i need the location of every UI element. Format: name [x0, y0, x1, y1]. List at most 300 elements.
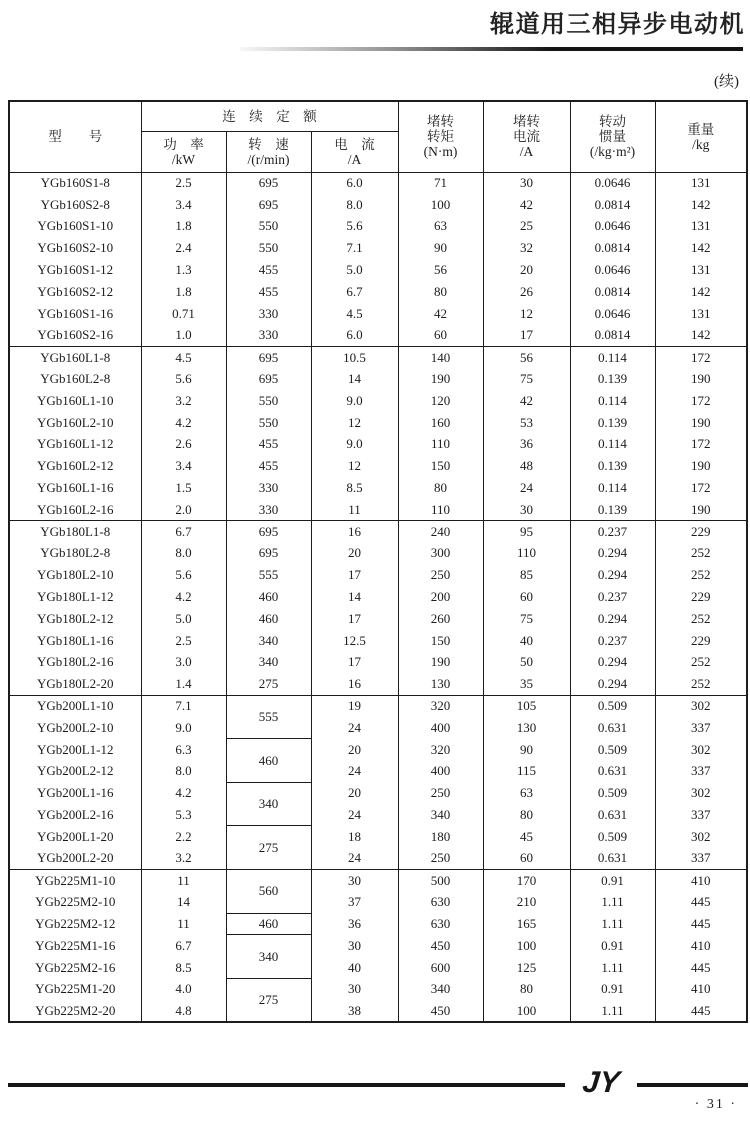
header-row-1: [9, 101, 747, 131]
table-row: [9, 237, 747, 259]
cell-model: YGb160L1-8: [9, 346, 141, 368]
cell-weight: 190: [655, 368, 747, 390]
cell-locked-torque: 250: [398, 848, 483, 870]
cell-locked-torque: 140: [398, 346, 483, 368]
page-title: 辊道用三相异步电动机: [490, 11, 745, 38]
cell-model: YGb200L2-12: [9, 761, 141, 783]
cell-power: 0.71: [141, 303, 226, 325]
table-group: [9, 870, 747, 1023]
cell-locked-torque: 42: [398, 303, 483, 325]
cell-model: YGb225M2-16: [9, 957, 141, 979]
cell-power: 3.4: [141, 194, 226, 216]
cell-model: YGb180L2-10: [9, 564, 141, 586]
cell-model: YGb225M1-10: [9, 870, 141, 892]
cell-locked-current: 80: [483, 804, 570, 826]
cell-inertia: 1.11: [570, 913, 655, 935]
table-row: [9, 673, 747, 695]
col-header-weight: [655, 101, 747, 172]
cell-power: 2.0: [141, 499, 226, 521]
cell-power: 5.0: [141, 608, 226, 630]
cell-current: 38: [311, 1000, 398, 1022]
cell-locked-torque: 80: [398, 477, 483, 499]
cell-inertia: 0.631: [570, 761, 655, 783]
cell-weight: 190: [655, 412, 747, 434]
cell-model: YGb180L2-20: [9, 673, 141, 695]
cell-power: 4.2: [141, 782, 226, 804]
cell-speed: 455: [226, 259, 311, 281]
cell-weight: 142: [655, 281, 747, 303]
cell-weight: 131: [655, 216, 747, 238]
cell-locked-torque: 190: [398, 368, 483, 390]
table-row: [9, 891, 747, 913]
cell-locked-current: 63: [483, 782, 570, 804]
cell-current: 40: [311, 957, 398, 979]
cell-locked-current: 110: [483, 543, 570, 565]
cell-inertia: 1.11: [570, 891, 655, 913]
table-row: [9, 935, 747, 957]
cell-locked-torque: 110: [398, 499, 483, 521]
cell-inertia: 0.139: [570, 455, 655, 477]
cell-weight: 252: [655, 608, 747, 630]
cell-model: YGb225M2-10: [9, 891, 141, 913]
cell-locked-torque: 260: [398, 608, 483, 630]
cell-current: 30: [311, 935, 398, 957]
cell-current: 20: [311, 543, 398, 565]
cell-power: 1.8: [141, 216, 226, 238]
cell-speed: 455: [226, 434, 311, 456]
cell-model: YGb225M2-12: [9, 913, 141, 935]
cell-locked-current: 60: [483, 848, 570, 870]
cell-inertia: 0.91: [570, 870, 655, 892]
table-group: [9, 521, 747, 695]
cell-current: 12.5: [311, 630, 398, 652]
cell-locked-current: 36: [483, 434, 570, 456]
cell-power: 5.3: [141, 804, 226, 826]
cell-locked-torque: 250: [398, 782, 483, 804]
header-line: /kg: [692, 136, 710, 152]
cell-locked-current: 42: [483, 390, 570, 412]
cell-model: YGb225M1-20: [9, 978, 141, 1000]
cell-power: 6.7: [141, 935, 226, 957]
cell-current: 6.0: [311, 325, 398, 347]
cell-locked-torque: 130: [398, 673, 483, 695]
cell-model: YGb160L1-10: [9, 390, 141, 412]
cell-inertia: 0.294: [570, 564, 655, 586]
col-header-speed: [226, 131, 311, 172]
cell-model: YGb200L2-10: [9, 717, 141, 739]
table-row: [9, 608, 747, 630]
cell-weight: 252: [655, 652, 747, 674]
cell-speed: 275: [226, 978, 311, 1022]
cell-inertia: 0.114: [570, 346, 655, 368]
table-row: [9, 434, 747, 456]
cell-weight: 229: [655, 521, 747, 543]
cell-inertia: 0.0814: [570, 237, 655, 259]
cell-inertia: 0.237: [570, 521, 655, 543]
cell-current: 6.7: [311, 281, 398, 303]
cell-locked-current: 85: [483, 564, 570, 586]
cell-locked-current: 32: [483, 237, 570, 259]
cell-weight: 445: [655, 1000, 747, 1022]
cell-locked-current: 35: [483, 673, 570, 695]
cell-current: 20: [311, 782, 398, 804]
cell-locked-current: 42: [483, 194, 570, 216]
cell-locked-current: 30: [483, 499, 570, 521]
cell-locked-torque: 71: [398, 172, 483, 194]
cell-inertia: 0.91: [570, 978, 655, 1000]
cell-speed: 340: [226, 652, 311, 674]
cell-locked-current: 75: [483, 608, 570, 630]
cell-inertia: 1.11: [570, 1000, 655, 1022]
cell-power: 1.4: [141, 673, 226, 695]
cell-weight: 337: [655, 761, 747, 783]
cell-locked-torque: 160: [398, 412, 483, 434]
cell-locked-current: 125: [483, 957, 570, 979]
header-line: 惯量: [599, 129, 627, 145]
cell-power: 4.2: [141, 412, 226, 434]
cell-locked-torque: 90: [398, 237, 483, 259]
cell-locked-current: 130: [483, 717, 570, 739]
cell-locked-current: 90: [483, 739, 570, 761]
table-row: [9, 586, 747, 608]
footer-rule-left: [8, 1083, 565, 1087]
cell-model: YGb180L1-8: [9, 521, 141, 543]
cell-locked-current: 48: [483, 455, 570, 477]
cell-speed: 550: [226, 237, 311, 259]
cell-power: 2.5: [141, 630, 226, 652]
cell-current: 30: [311, 978, 398, 1000]
cell-current: 14: [311, 586, 398, 608]
cell-model: YGb160S1-10: [9, 216, 141, 238]
cell-weight: 445: [655, 913, 747, 935]
cell-speed: 275: [226, 826, 311, 870]
table-row: [9, 303, 747, 325]
cell-current: 16: [311, 673, 398, 695]
cell-current: 8.0: [311, 194, 398, 216]
cell-inertia: 0.631: [570, 717, 655, 739]
table-row: [9, 978, 747, 1000]
cell-model: YGb160L2-8: [9, 368, 141, 390]
cell-speed: 555: [226, 564, 311, 586]
cell-model: YGb180L2-8: [9, 543, 141, 565]
cell-speed: 455: [226, 455, 311, 477]
header-line: 功 率: [163, 136, 204, 152]
header-line: /(r/min): [247, 151, 290, 167]
cell-locked-current: 50: [483, 652, 570, 674]
cell-power: 6.7: [141, 521, 226, 543]
cell-weight: 142: [655, 325, 747, 347]
cell-weight: 229: [655, 586, 747, 608]
cell-model: YGb160S1-12: [9, 259, 141, 281]
cell-locked-torque: 400: [398, 717, 483, 739]
cell-current: 17: [311, 564, 398, 586]
cell-power: 11: [141, 913, 226, 935]
cell-power: 2.5: [141, 172, 226, 194]
cell-weight: 252: [655, 543, 747, 565]
cell-inertia: 0.114: [570, 390, 655, 412]
cell-model: YGb200L2-20: [9, 848, 141, 870]
cell-locked-current: 95: [483, 521, 570, 543]
cell-power: 1.8: [141, 281, 226, 303]
cell-current: 8.5: [311, 477, 398, 499]
table-row: [9, 761, 747, 783]
cell-current: 36: [311, 913, 398, 935]
cell-locked-current: 30: [483, 172, 570, 194]
cell-locked-current: 100: [483, 935, 570, 957]
cell-locked-current: 20: [483, 259, 570, 281]
cell-weight: 252: [655, 673, 747, 695]
cell-locked-torque: 500: [398, 870, 483, 892]
cell-locked-current: 210: [483, 891, 570, 913]
cell-speed: 550: [226, 390, 311, 412]
cell-locked-current: 56: [483, 346, 570, 368]
cell-weight: 302: [655, 826, 747, 848]
cell-model: YGb200L2-16: [9, 804, 141, 826]
table-row: [9, 499, 747, 521]
cell-power: 7.1: [141, 695, 226, 717]
cell-model: YGb200L1-10: [9, 695, 141, 717]
cell-current: 14: [311, 368, 398, 390]
header-line: (/kg·m²): [589, 144, 636, 160]
cell-speed: 340: [226, 935, 311, 979]
cell-locked-current: 100: [483, 1000, 570, 1022]
cell-inertia: 0.91: [570, 935, 655, 957]
cell-model: YGb180L2-12: [9, 608, 141, 630]
cell-inertia: 0.509: [570, 739, 655, 761]
header-line: /A: [519, 144, 534, 160]
cell-power: 3.2: [141, 848, 226, 870]
cell-power: 4.8: [141, 1000, 226, 1022]
cell-speed: 330: [226, 325, 311, 347]
col-header-locked-torque: [398, 101, 483, 172]
cell-weight: 337: [655, 804, 747, 826]
cell-current: 17: [311, 608, 398, 630]
cell-inertia: 0.0814: [570, 194, 655, 216]
cell-power: 6.3: [141, 739, 226, 761]
cell-weight: 337: [655, 848, 747, 870]
header-line: (N·m): [423, 144, 458, 160]
cell-weight: 172: [655, 346, 747, 368]
cell-locked-torque: 630: [398, 913, 483, 935]
cell-power: 3.2: [141, 390, 226, 412]
table-row: [9, 782, 747, 804]
cell-speed: 330: [226, 303, 311, 325]
cell-speed: 460: [226, 913, 311, 935]
header-line: /A: [347, 151, 362, 167]
cell-inertia: 0.114: [570, 434, 655, 456]
cell-power: 5.6: [141, 368, 226, 390]
cell-power: 2.6: [141, 434, 226, 456]
cell-current: 7.1: [311, 237, 398, 259]
cell-locked-torque: 320: [398, 739, 483, 761]
cell-speed: 560: [226, 870, 311, 914]
cell-weight: 302: [655, 739, 747, 761]
cell-locked-current: 165: [483, 913, 570, 935]
cell-weight: 252: [655, 564, 747, 586]
cell-locked-torque: 630: [398, 891, 483, 913]
cell-speed: 695: [226, 368, 311, 390]
cell-current: 24: [311, 717, 398, 739]
cell-locked-current: 25: [483, 216, 570, 238]
cell-speed: 330: [226, 477, 311, 499]
cell-speed: 460: [226, 739, 311, 783]
cell-current: 4.5: [311, 303, 398, 325]
cell-power: 5.6: [141, 564, 226, 586]
cell-locked-torque: 320: [398, 695, 483, 717]
cell-weight: 302: [655, 695, 747, 717]
table-row: [9, 412, 747, 434]
cell-model: YGb180L1-12: [9, 586, 141, 608]
cell-inertia: 0.237: [570, 586, 655, 608]
cell-model: YGb200L1-12: [9, 739, 141, 761]
cell-speed: 460: [226, 608, 311, 630]
cell-power: 3.0: [141, 652, 226, 674]
cell-current: 9.0: [311, 434, 398, 456]
table-row: [9, 630, 747, 652]
header-line: 堵转: [513, 114, 541, 130]
cell-locked-torque: 150: [398, 455, 483, 477]
cell-weight: 410: [655, 870, 747, 892]
cell-inertia: 0.294: [570, 652, 655, 674]
cell-speed: 460: [226, 586, 311, 608]
table-row: [9, 325, 747, 347]
table-group: [9, 346, 747, 520]
cell-locked-torque: 340: [398, 978, 483, 1000]
table-row: [9, 172, 747, 194]
cell-power: 11: [141, 870, 226, 892]
table-row: [9, 390, 747, 412]
table-row: [9, 346, 747, 368]
table-row: [9, 695, 747, 717]
cell-locked-current: 60: [483, 586, 570, 608]
cell-power: 2.2: [141, 826, 226, 848]
cell-locked-torque: 80: [398, 281, 483, 303]
cell-locked-current: 53: [483, 412, 570, 434]
cell-locked-torque: 240: [398, 521, 483, 543]
footer-rule-right: [637, 1083, 748, 1087]
cell-locked-current: 17: [483, 325, 570, 347]
cell-current: 18: [311, 826, 398, 848]
cell-weight: 172: [655, 434, 747, 456]
cell-speed: 340: [226, 782, 311, 826]
cell-weight: 337: [655, 717, 747, 739]
cell-current: 10.5: [311, 346, 398, 368]
cell-inertia: 0.139: [570, 499, 655, 521]
col-header-current: [311, 131, 398, 172]
cell-speed: 695: [226, 172, 311, 194]
cell-power: 4.2: [141, 586, 226, 608]
header-line: /kW: [171, 151, 196, 167]
header-line: 电 流: [334, 136, 375, 152]
cell-inertia: 0.139: [570, 368, 655, 390]
cell-power: 3.4: [141, 455, 226, 477]
cell-weight: 410: [655, 935, 747, 957]
cell-locked-current: 170: [483, 870, 570, 892]
cell-current: 24: [311, 848, 398, 870]
cell-power: 1.3: [141, 259, 226, 281]
cell-speed: 695: [226, 194, 311, 216]
cell-current: 17: [311, 652, 398, 674]
title-divider-rule: [240, 47, 743, 51]
table-row: [9, 368, 747, 390]
cell-locked-torque: 180: [398, 826, 483, 848]
cell-power: 8.0: [141, 761, 226, 783]
cell-inertia: 0.631: [570, 848, 655, 870]
cell-inertia: 0.0814: [570, 325, 655, 347]
cell-speed: 340: [226, 630, 311, 652]
table-row: [9, 826, 747, 848]
cell-inertia: 0.631: [570, 804, 655, 826]
header-line: 转动: [599, 114, 627, 130]
continued-label: (续): [714, 74, 739, 90]
cell-locked-torque: 250: [398, 564, 483, 586]
cell-inertia: 0.237: [570, 630, 655, 652]
table-row: [9, 477, 747, 499]
cell-locked-current: 26: [483, 281, 570, 303]
col-header-continuous-rating: 连 续 定 额: [141, 101, 398, 131]
header-line: 转 速: [248, 136, 289, 152]
cell-model: YGb160S1-16: [9, 303, 141, 325]
cell-current: 37: [311, 891, 398, 913]
cell-inertia: 0.0646: [570, 172, 655, 194]
cell-locked-torque: 600: [398, 957, 483, 979]
table-row: [9, 216, 747, 238]
cell-inertia: 0.294: [570, 543, 655, 565]
cell-current: 20: [311, 739, 398, 761]
cell-weight: 445: [655, 957, 747, 979]
cell-locked-current: 115: [483, 761, 570, 783]
cell-locked-torque: 110: [398, 434, 483, 456]
header-line: 电流: [513, 129, 541, 145]
jy-logo: JY: [580, 1066, 622, 1099]
cell-speed: 275: [226, 673, 311, 695]
cell-model: YGb180L1-16: [9, 630, 141, 652]
cell-locked-torque: 450: [398, 1000, 483, 1022]
cell-speed: 330: [226, 499, 311, 521]
table-row: [9, 281, 747, 303]
cell-locked-current: 80: [483, 978, 570, 1000]
cell-model: YGb160L1-12: [9, 434, 141, 456]
cell-power: 2.4: [141, 237, 226, 259]
table-row: [9, 717, 747, 739]
cell-weight: 229: [655, 630, 747, 652]
cell-weight: 142: [655, 237, 747, 259]
table-group: [9, 695, 747, 869]
table-row: [9, 194, 747, 216]
cell-model: YGb160S1-8: [9, 172, 141, 194]
cell-model: YGb160S2-12: [9, 281, 141, 303]
cell-inertia: 0.0814: [570, 281, 655, 303]
header-line: 转矩: [427, 129, 455, 145]
table-row: [9, 870, 747, 892]
cell-speed: 695: [226, 521, 311, 543]
cell-current: 5.6: [311, 216, 398, 238]
cell-locked-torque: 190: [398, 652, 483, 674]
cell-power: 8.5: [141, 957, 226, 979]
cell-weight: 172: [655, 477, 747, 499]
table-row: [9, 739, 747, 761]
cell-inertia: 0.139: [570, 412, 655, 434]
cell-model: YGb200L1-20: [9, 826, 141, 848]
cell-current: 30: [311, 870, 398, 892]
cell-model: YGb225M2-20: [9, 1000, 141, 1022]
col-header-model: 型 号: [9, 101, 141, 172]
cell-model: YGb160S2-16: [9, 325, 141, 347]
table-row: [9, 455, 747, 477]
cell-inertia: 0.509: [570, 695, 655, 717]
col-header-inertia: [570, 101, 655, 172]
cell-locked-torque: 340: [398, 804, 483, 826]
